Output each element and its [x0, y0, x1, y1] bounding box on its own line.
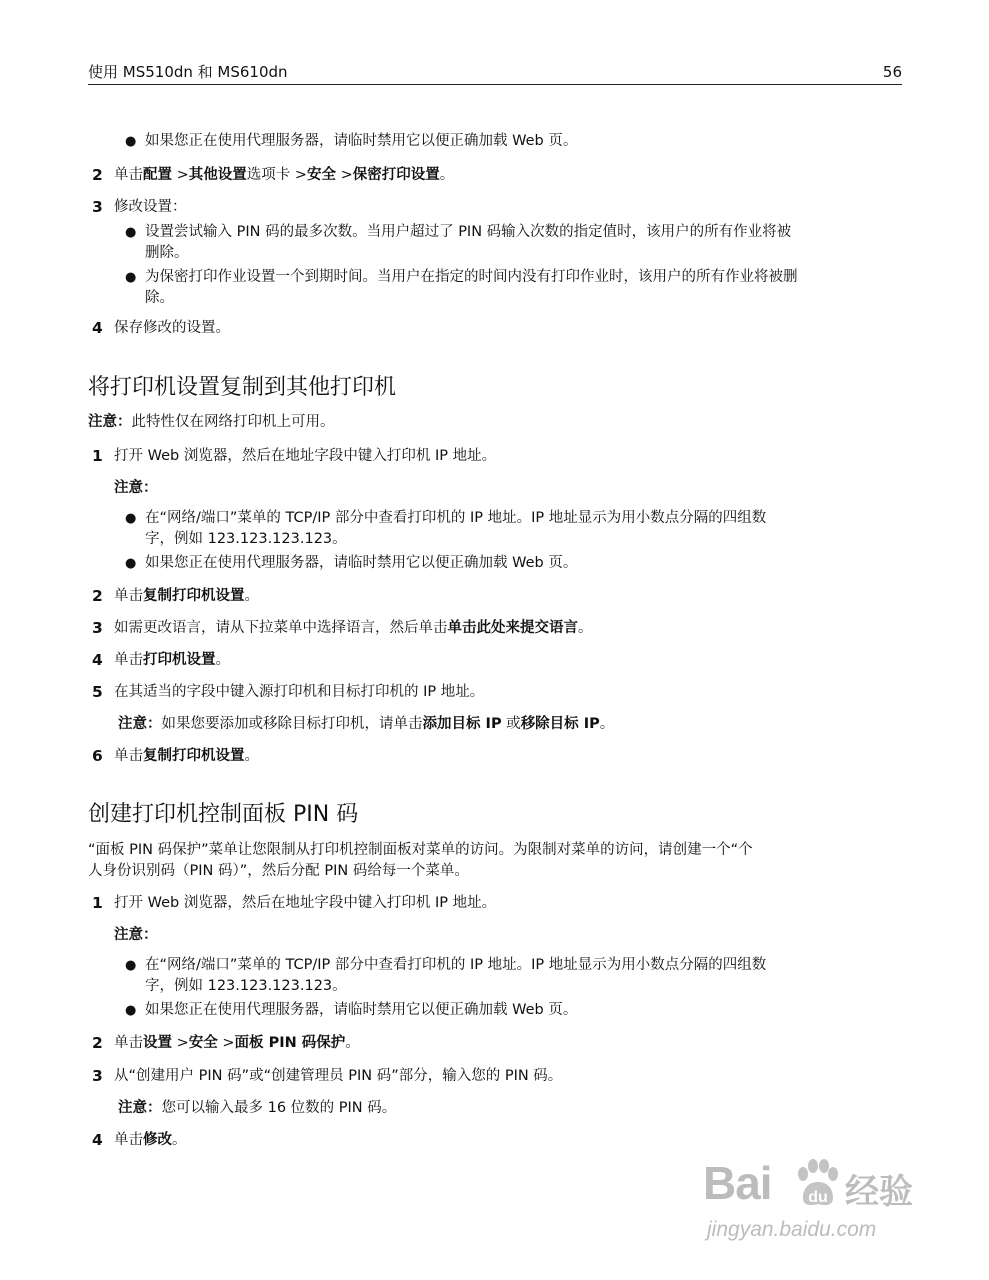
list-item: 如果您正在使用代理服务器，请临时禁用它以便正确加载 Web 页。: [145, 555, 578, 571]
list-item: 在“网络/端口”菜单的 TCP/IP 部分中查看打印机的 IP 地址。IP 地址显示为用小数点分隔的四组数 字，例如 123.123.123.123。: [145, 957, 767, 994]
bullet-icon: ●: [125, 270, 137, 285]
notes-label: 注意：: [114, 927, 158, 943]
step-number: 5: [92, 683, 103, 701]
step-number: 4: [92, 651, 103, 669]
step-text: 单击打印机设置。: [114, 652, 230, 668]
step-text: 单击设置 >安全 >面板 PIN 码保护。: [114, 1035, 360, 1051]
bullet-icon: ●: [125, 958, 137, 973]
list-item: 在“网络/端口”菜单的 TCP/IP 部分中查看打印机的 IP 地址。IP 地址显示为用小数点分隔的四组数 字，例如 123.123.123.123。: [145, 510, 767, 547]
step-number: 1: [92, 447, 103, 465]
list-item: 如果您正在使用代理服务器，请临时禁用它以便正确加载 Web 页。: [145, 133, 578, 149]
step-text: 在其适当的字段中键入源打印机和目标打印机的 IP 地址。: [114, 684, 485, 700]
note: 注意：您可以输入最多 16 位数的 PIN 码。: [118, 1100, 397, 1116]
svg-text:du: du: [808, 1189, 828, 1206]
watermark-url: jingyan.baidu.com: [707, 1218, 877, 1241]
bullet-icon: ●: [125, 511, 137, 526]
step-number: 3: [92, 198, 103, 216]
step-number: 3: [92, 1067, 103, 1085]
page-number: 56: [882, 63, 902, 81]
bullet-icon: ●: [125, 556, 137, 571]
document-title: 使用 MS510dn 和 MS610dn: [88, 63, 288, 81]
step-text: 打开 Web 浏览器，然后在地址字段中键入打印机 IP 地址。: [114, 895, 497, 911]
step-number: 1: [92, 894, 103, 912]
step-number: 2: [92, 166, 103, 184]
step-text: 单击复制打印机设置。: [114, 748, 259, 764]
list-item: 如果您正在使用代理服务器，请临时禁用它以便正确加载 Web 页。: [145, 1002, 578, 1018]
list-item: 为保密打印作业设置一个到期时间。当用户在指定的时间内没有打印作业时，该用户的所有作业将被删 除。: [145, 269, 798, 306]
step-text: 从“创建用户 PIN 码”或“创建管理员 PIN 码”部分，输入您的 PIN 码。: [114, 1068, 563, 1084]
watermark-logo-text-2: 经验: [845, 1173, 913, 1211]
step-text: 修改设置：: [114, 199, 187, 215]
step-number: 3: [92, 619, 103, 637]
step-number: 2: [92, 1034, 103, 1052]
step-text: 单击修改。: [114, 1132, 187, 1148]
bullet-icon: ●: [125, 134, 137, 149]
list-item: 设置尝试输入 PIN 码的最多次数。当用户超过了 PIN 码输入次数的指定值时，该用户的所有作业将被 删除。: [145, 224, 792, 261]
step-text: 单击配置 >其他设置选项卡 >安全 >保密打印设置。: [114, 167, 455, 183]
watermark-logo-text: Bai: [703, 1157, 772, 1209]
baidu-watermark: [695, 1150, 935, 1250]
step-text: 打开 Web 浏览器，然后在地址字段中键入打印机 IP 地址。: [114, 448, 497, 464]
paw-icon: [793, 1158, 841, 1210]
section-heading: 创建打印机控制面板 PIN 码: [88, 802, 359, 827]
step-number: 4: [92, 1131, 103, 1149]
note: 注意：如果您要添加或移除目标打印机，请单击添加目标 IP 或移除目标 IP。: [118, 716, 615, 732]
note: 注意：此特性仅在网络打印机上可用。: [88, 414, 335, 430]
section-heading: 将打印机设置复制到其他打印机: [88, 375, 397, 400]
notes-label: 注意：: [114, 480, 158, 496]
bullet-icon: ●: [125, 1003, 137, 1018]
step-number: 2: [92, 587, 103, 605]
bullet-icon: ●: [125, 225, 137, 240]
step-number: 4: [92, 319, 103, 337]
step-number: 6: [92, 747, 103, 765]
step-text: 如需更改语言，请从下拉菜单中选择语言，然后单击单击此处来提交语言。: [114, 620, 593, 636]
step-text: 单击复制打印机设置。: [114, 588, 259, 604]
paragraph: “面板 PIN 码保护”菜单让您限制从打印机控制面板对菜单的访问。为限制对菜单的访问，请创建一个“个 人身份识别码（PIN 码）”，然后分配 PIN 码给每一个菜单。: [88, 842, 753, 879]
step-text: 保存修改的设置。: [114, 320, 230, 336]
page-header: [88, 62, 902, 85]
